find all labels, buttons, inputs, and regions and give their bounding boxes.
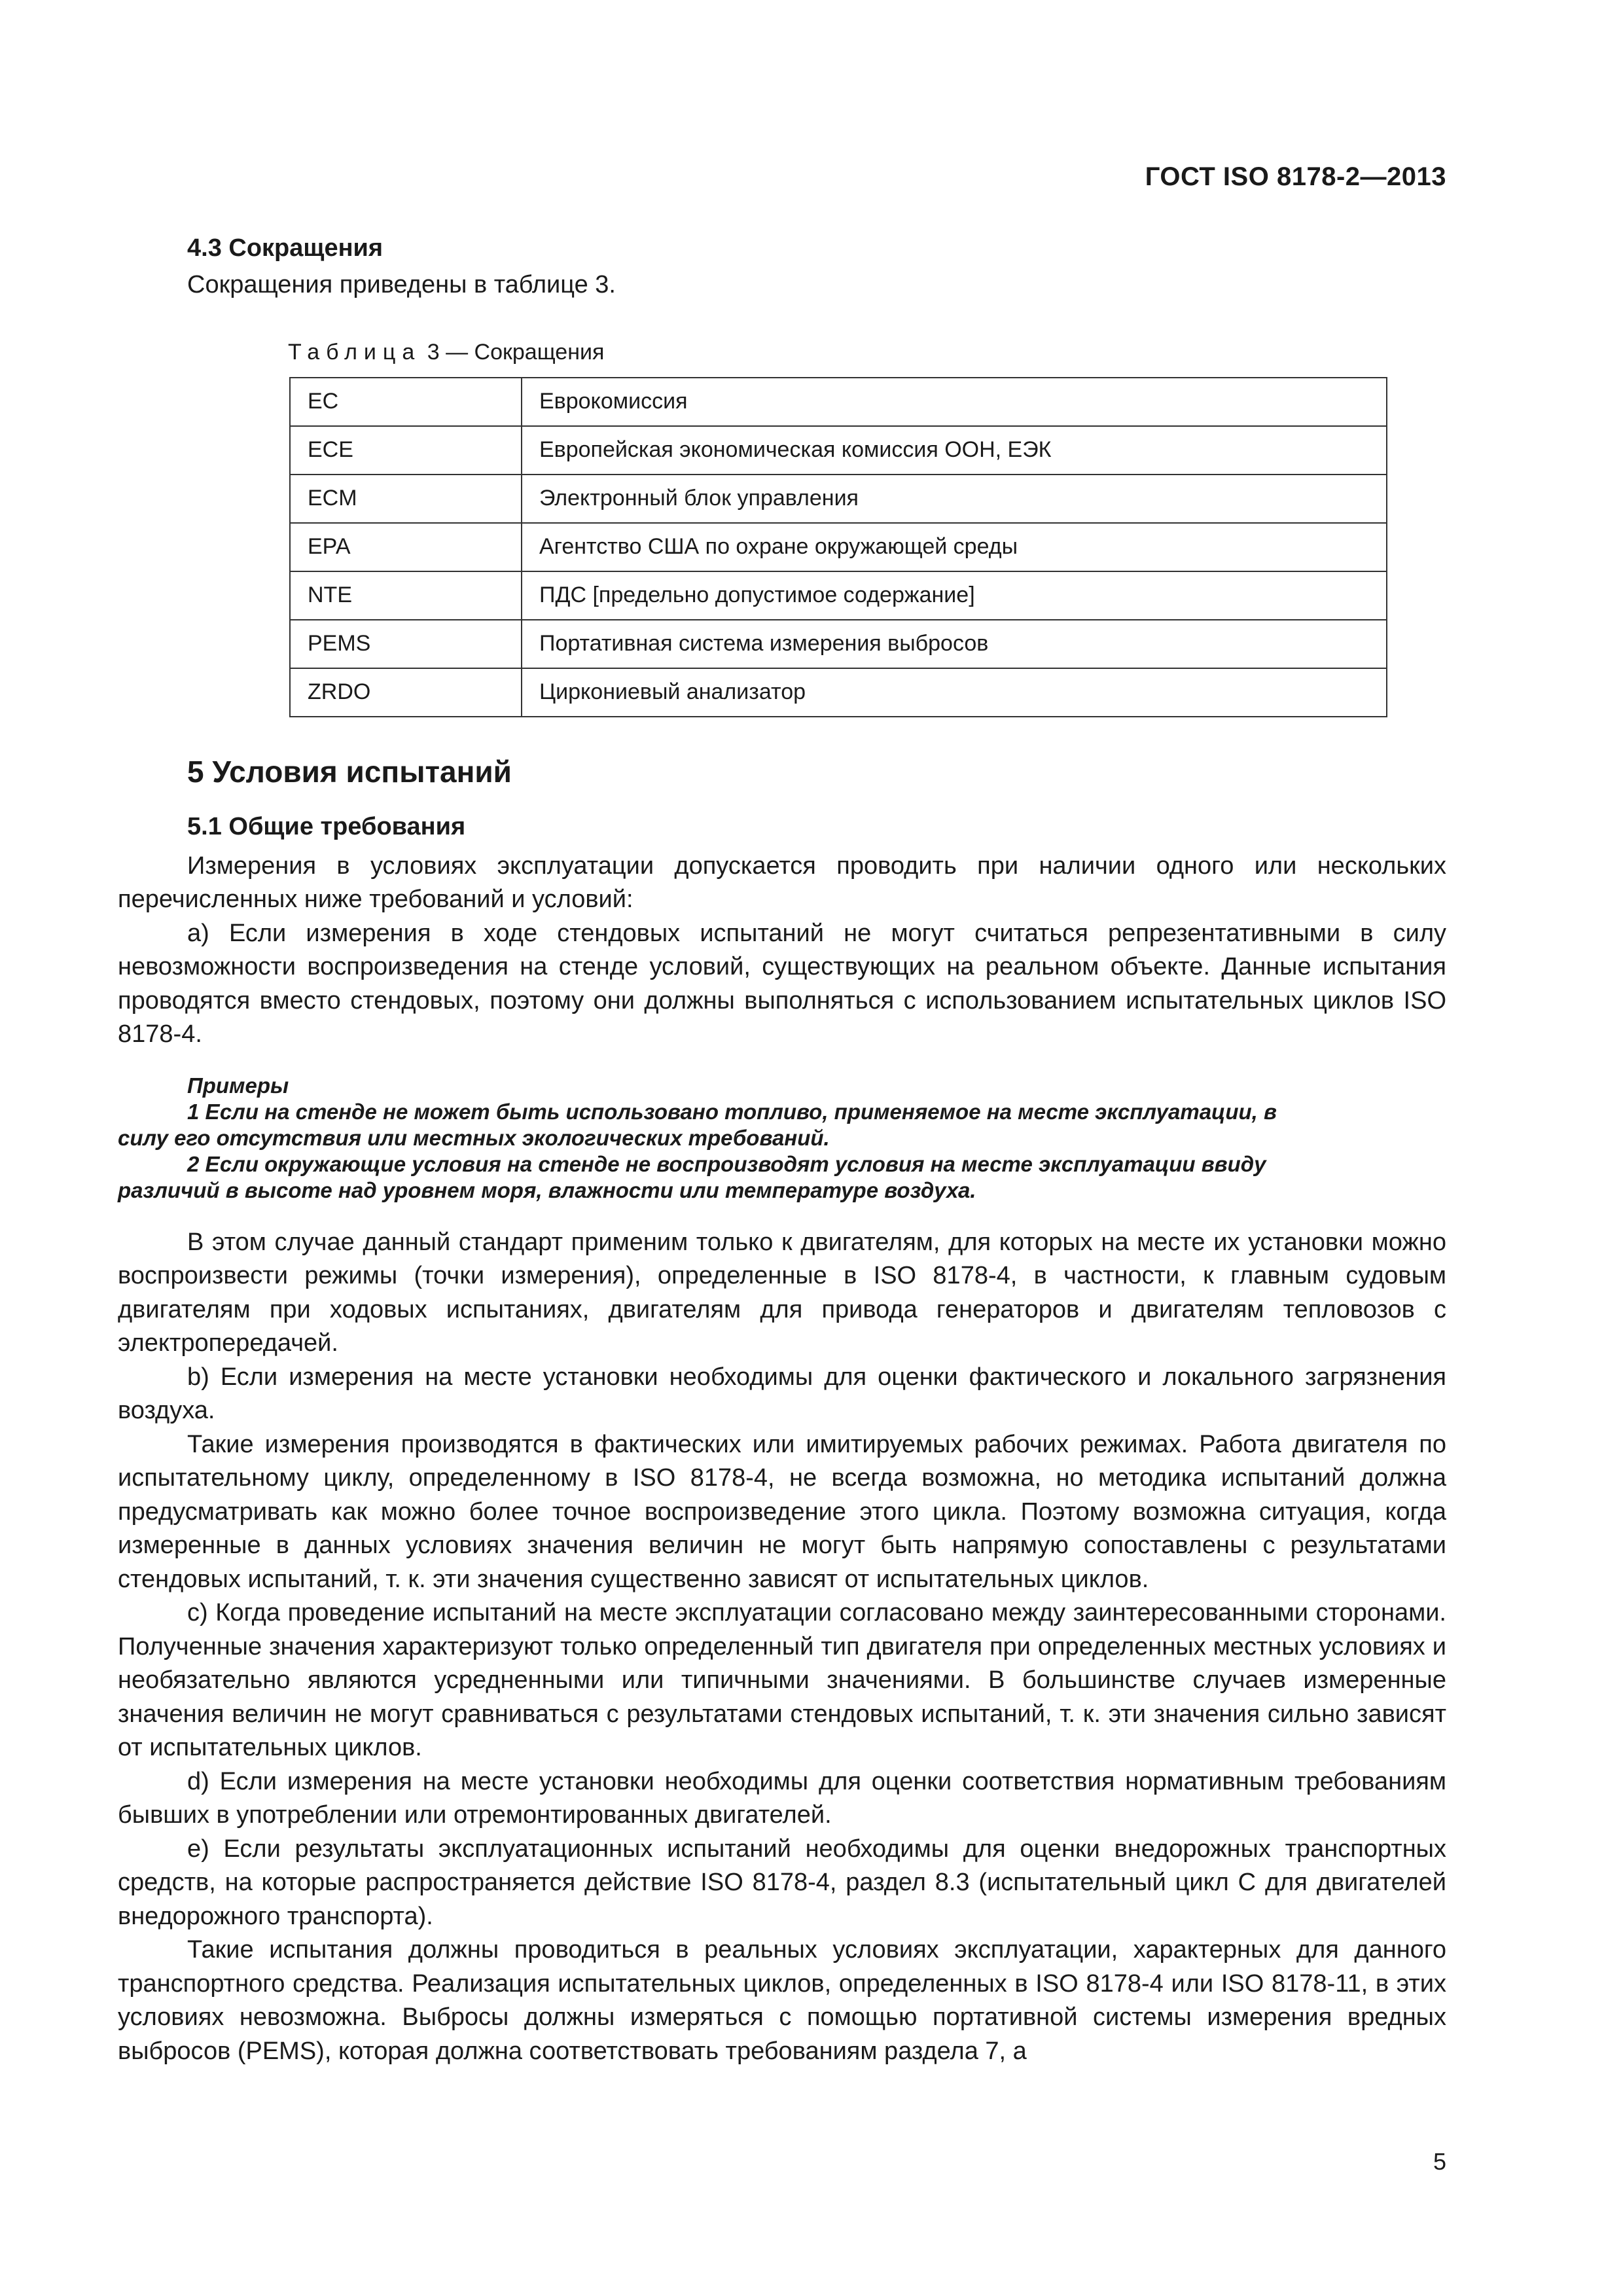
abbreviation-code: ECE [290, 426, 522, 475]
example-1-line-2: силу его отсутствия или местных экологических требований. [118, 1125, 830, 1150]
abbreviation-description: Циркониевый анализатор [522, 668, 1387, 717]
case-paragraph: В этом случае данный стандарт применим только к двигателям, для которых на месте их установки можно воспроизвести режимы (точки измерения), определенные в ISO 8178-4, в частности, к главным судовым двигателям при ходовых испытаниях, двигателям для привода генераторов и двигателям тепловозов с электропередачей. [118, 1228, 1446, 1357]
item-b-paragraph: b) Если измерения на месте установки необходимы для оценки фактического и локального загрязнения воздуха. [118, 1363, 1446, 1424]
item-e-paragraph: e) Если результаты эксплуатационных испытаний необходимы для оценки внедорожных транспортных средств, на которые распространяется действие ISO 8178-4, раздел 8.3 (испытательный цикл C для двигателей внедорожного транспорта). [118, 1835, 1446, 1930]
item-d-paragraph: d) Если измерения на месте установки необходимы для оценки соответствия нормативным требованиям бывших в употреблении или отремонтированных двигателей. [118, 1767, 1446, 1829]
examples-title: Примеры [187, 1073, 289, 1098]
abbreviation-description: Портативная система измерения выбросов [522, 620, 1387, 668]
section-5-1-intro: Измерения в условиях эксплуатации допускается проводить при наличии одного или нескольких перечисленных ниже требований и условий: [118, 852, 1446, 913]
section-5-1-heading: 5.1 Общие требования [187, 812, 466, 840]
table-row [290, 475, 1387, 523]
table-caption-title: 3 — Сокращения [421, 339, 605, 365]
item-a-paragraph: a) Если измерения в ходе стендовых испытаний не могут считаться репрезентативными в силу невозможности воспроизведения на стенде условий, существующих на реальном объекте. Данные испытания проводятся вместо стендовых, поэтому они должны выполняться с использованием испытательных циклов ISO 8178-4. [118, 919, 1446, 1048]
abbreviation-code: EPA [290, 523, 522, 571]
abbreviation-description: Электронный блок управления [522, 475, 1387, 523]
item-b-explanation: Такие измерения производятся в фактических или имитируемых рабочих режимах. Работа двигателя по испытательному циклу, определенному в ISO 8178-4, не всегда возможна, но методика испытаний должна предусматривать как можно более точное воспроизведение этого цикла. Поэтому возможна ситуация, когда измеренные в данных условиях значения величин не могут быть напрямую сопоставлены с результатами стендовых испытаний, т. к. эти значения существенно зависят от испытательных циклов. [118, 1430, 1446, 1593]
abbreviation-code: ZRDO [290, 668, 522, 717]
abbreviations-table [289, 377, 1387, 717]
abbreviation-description: ПДС [предельно допустимое содержание] [522, 571, 1387, 620]
example-2-line-1: 2 Если окружающие условия на стенде не воспроизводят условия на месте эксплуатации ввиду [187, 1151, 1266, 1176]
section-5-heading: 5 Условия испытаний [187, 754, 512, 789]
abbreviation-description: Еврокомиссия [522, 378, 1387, 426]
abbreviation-code: EC [290, 378, 522, 426]
page-content [118, 230, 1446, 2068]
abbreviation-description: Агентство США по охране окружающей среды [522, 523, 1387, 571]
abbreviation-description: Европейская экономическая комиссия ООН, ЕЭК [522, 426, 1387, 475]
abbreviation-code: NTE [290, 571, 522, 620]
example-1-line-1: 1 Если на стенде не может быть использовано топливо, применяемое на месте эксплуатации, в [187, 1099, 1277, 1124]
example-2-line-2: различий в высоте над уровнем моря, влажности или температуре воздуха. [118, 1177, 976, 1202]
table-row [290, 378, 1387, 426]
page-number: 5 [1433, 2148, 1446, 2175]
examples-block [118, 1073, 1446, 1204]
section-4-3-heading: 4.3 Сокращения [187, 234, 383, 262]
table-row [290, 523, 1387, 571]
table-row [290, 571, 1387, 620]
table-row [290, 620, 1387, 668]
item-e-explanation: Такие испытания должны проводиться в реальных условиях эксплуатации, характерных для данного транспортного средства. Реализация испытательных циклов, определенных в ISO 8178-4 или ISO 8178-11, в этих условиях невозможна. Выбросы должны измеряться с помощью портативной системы измерения вредных выбросов (PEMS), которая должна соответствовать требованиям раздела 7, а [118, 1936, 1446, 2065]
table-row [290, 668, 1387, 717]
item-c-paragraph: c) Когда проведение испытаний на месте эксплуатации согласовано между заинтересованными сторонами. Полученные значения характеризуют только определенный тип двигателя при определенных местных условиях и необязательно являются усредненными или типичными значениями. В большинстве случаев измеренные значения величин не могут сравниваться с результатами стендовых испытаний, т. к. эти значения сильно зависят от испытательных циклов. [118, 1599, 1446, 1761]
abbreviation-code: PEMS [290, 620, 522, 668]
document-code: ГОСТ ISO 8178-2—2013 [1145, 162, 1446, 191]
abbreviation-code: ECM [290, 475, 522, 523]
table-3-caption [288, 336, 1446, 368]
table-row [290, 426, 1387, 475]
table-caption-word: Таблица [288, 339, 421, 365]
section-4-3-intro: Сокращения приведены в таблице 3. [187, 271, 616, 298]
